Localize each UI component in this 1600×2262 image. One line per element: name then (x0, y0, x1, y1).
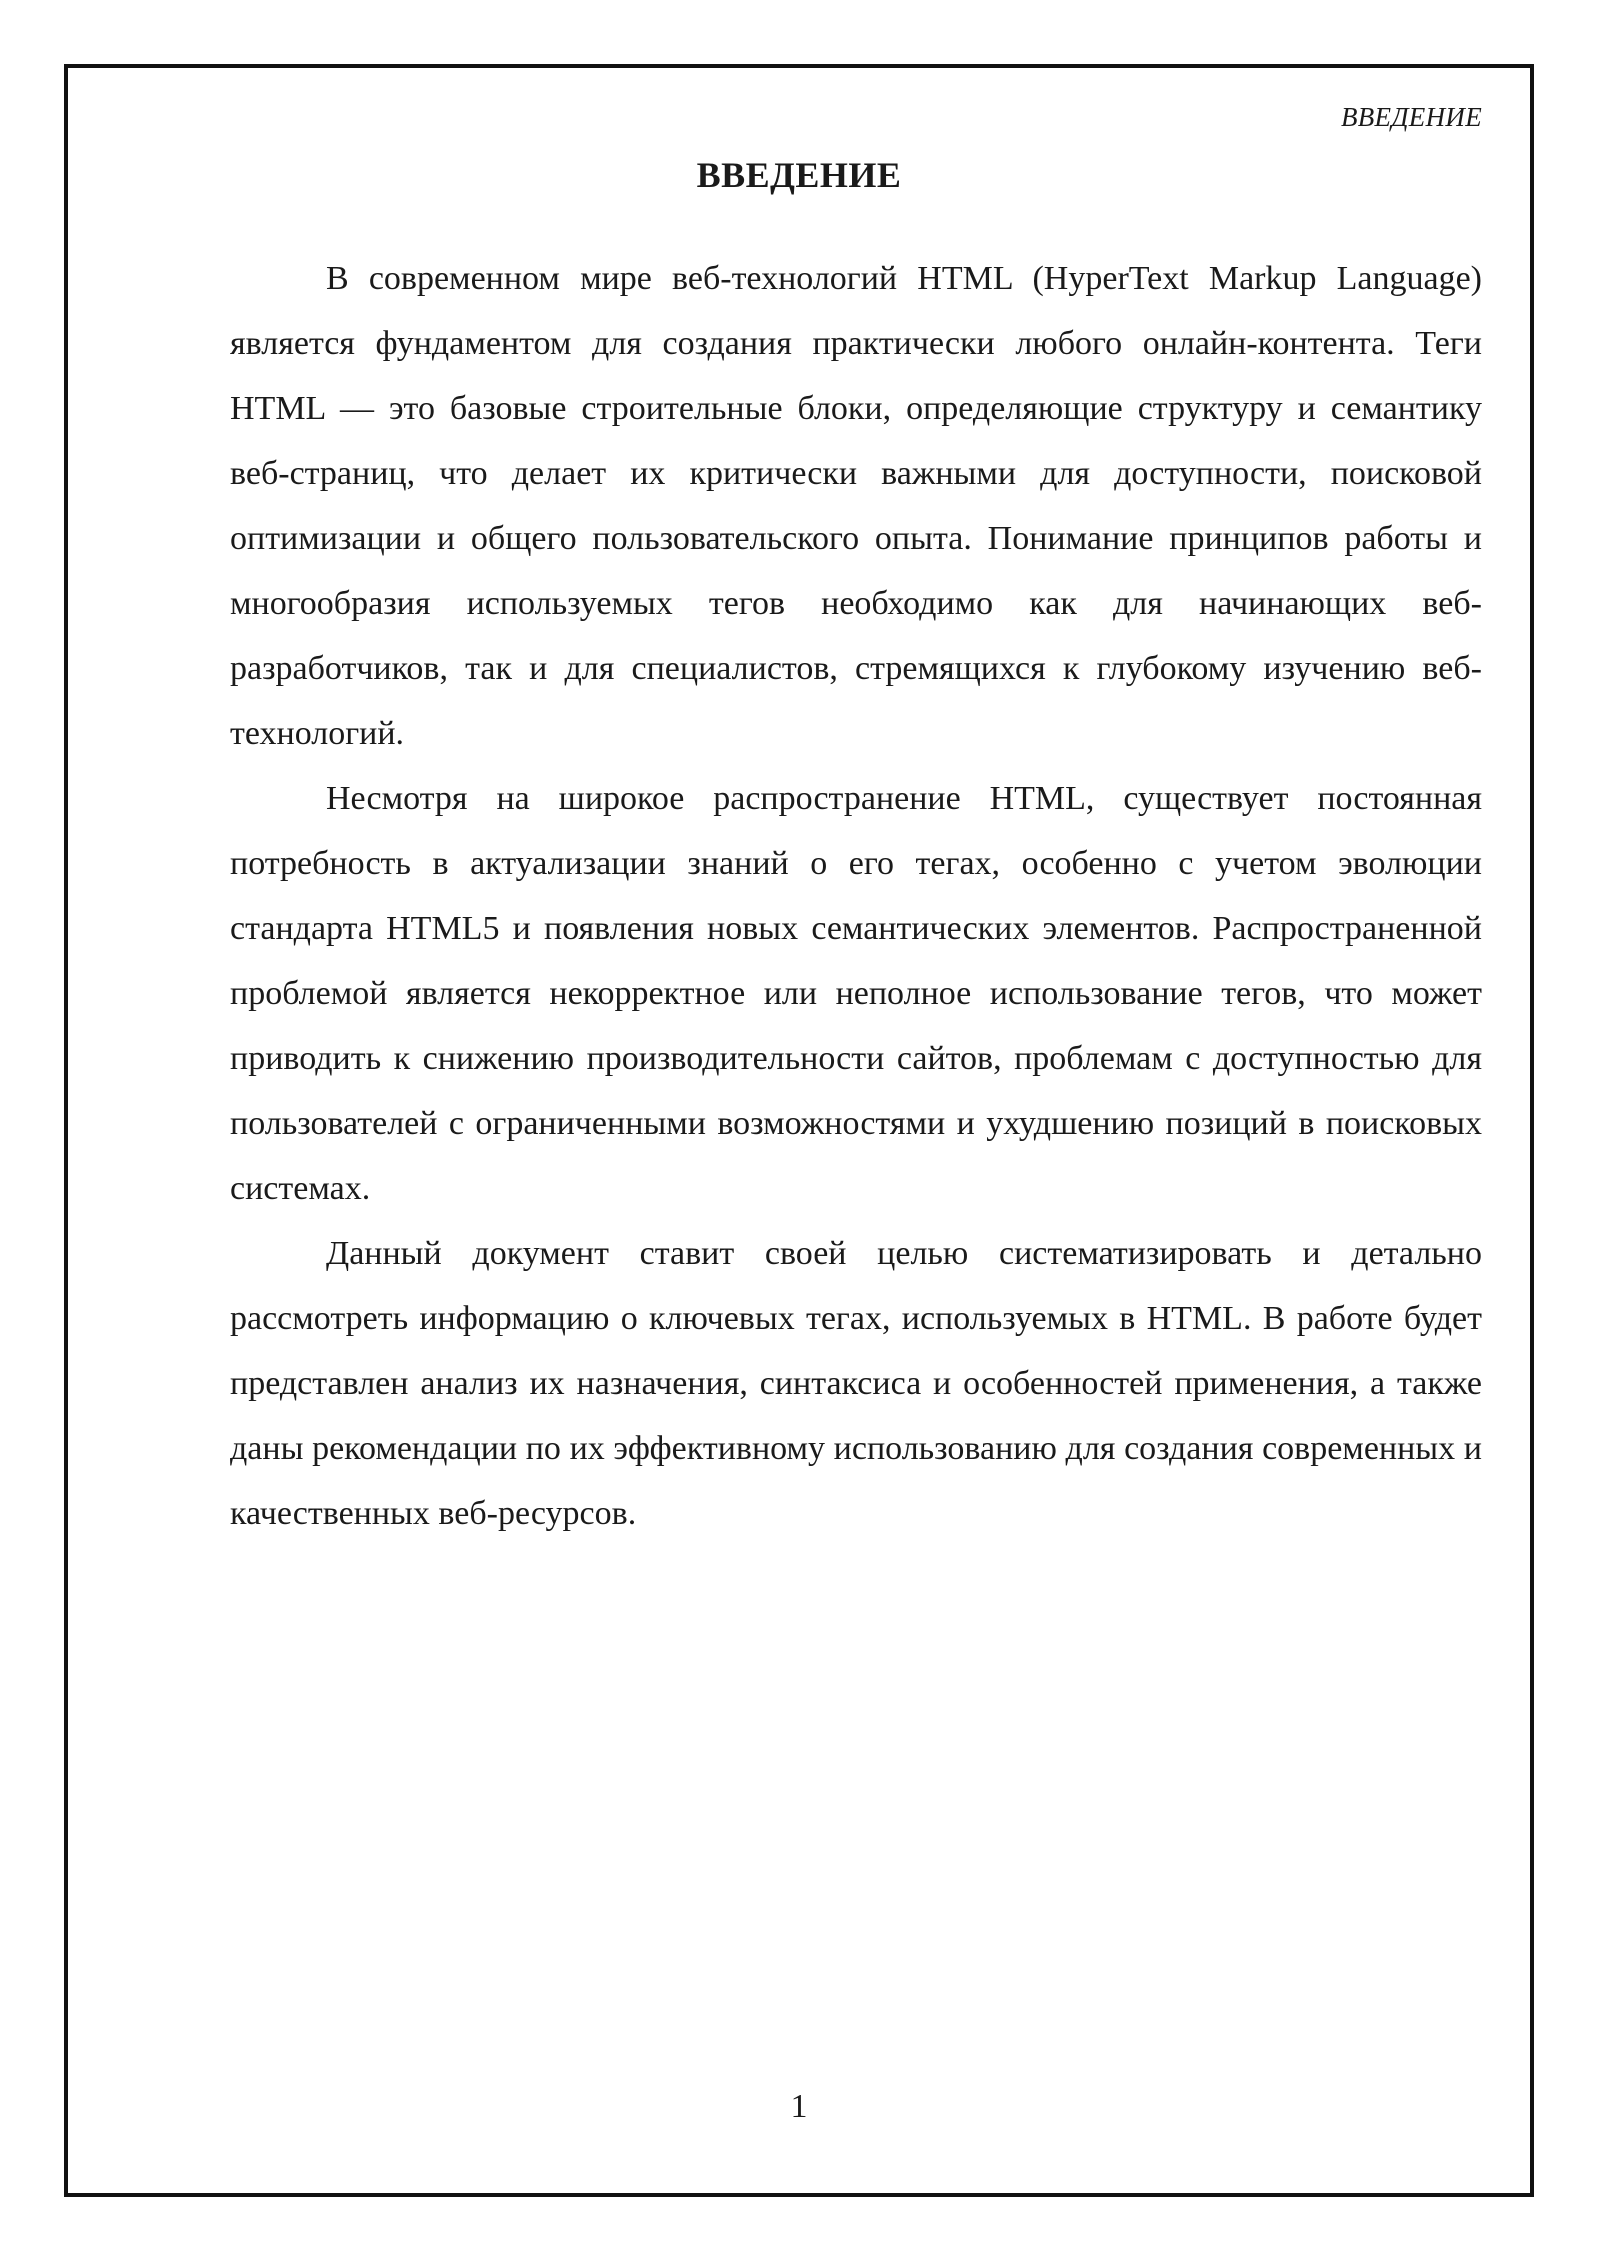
paragraph: В современном мире веб-технологий HTML (HyperText Markup Language) является фундаментом для создания практически любого онлайн-контента. Теги HTML — это базовые строительные блоки, определяющие структуру и семантику веб-страниц, что делает их критически важными для доступности, поисковой оптимизации и общего пользовательского опыта. Понимание принципов работы и многообразия используемых тегов необходимо как для начинающих веб-разработчиков, так и для специалистов, стремящихся к глубокому изучению веб-технологий. (230, 260, 1482, 752)
body-text (230, 246, 1482, 1546)
running-header: ВВЕДЕНИЕ (1340, 102, 1482, 132)
page-number: 1 (790, 2088, 808, 2125)
page-frame (64, 64, 1534, 2197)
page-title: ВВЕДЕНИЕ (696, 155, 902, 195)
paragraph: Данный документ ставит своей целью систематизировать и детально рассмотреть информацию о ключевых тегах, используемых в HTML. В работе будет представлен анализ их назначения, синтаксиса и особенностей применения, а также даны рекомендации по их эффективному использованию для создания современных и качественных веб-ресурсов. (230, 1235, 1482, 1532)
paragraph: Несмотря на широкое распространение HTML, существует постоянная потребность в актуализации знаний о его тегах, особенно с учетом эволюции стандарта HTML5 и появления новых семантических элементов. Распространенной проблемой является некорректное или неполное использование тегов, что может приводить к снижению производительности сайтов, проблемам с доступностью для пользователей с ограниченными возможностями и ухудшению позиций в поисковых системах. (230, 780, 1482, 1207)
